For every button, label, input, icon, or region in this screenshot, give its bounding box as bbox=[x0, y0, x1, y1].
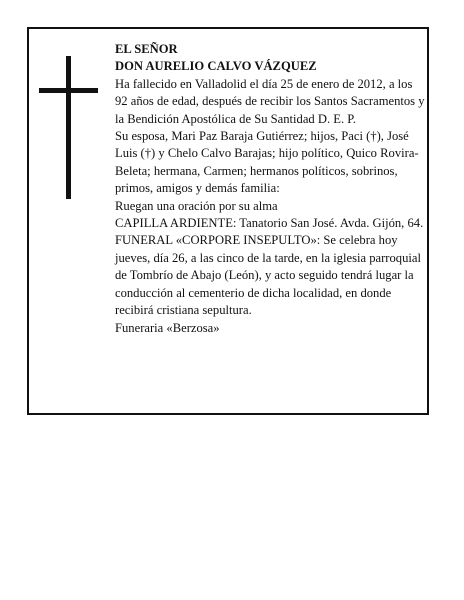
deceased-name: DON AURELIO CALVO VÁZQUEZ bbox=[115, 59, 317, 74]
cross-icon bbox=[39, 56, 98, 199]
death-announcement: Ha fallecido en Valladolid el día 25 de enero de 2012, a los 92 años de edad, después de recibir los Santos Sacramentos y la Bendición Apostólica de Su Santidad D. E. P. bbox=[115, 76, 425, 126]
cross-vertical-bar bbox=[66, 56, 71, 199]
family-list: Su esposa, Mari Paz Baraja Gutiérrez; hijos, Paci (†), José Luis (†) y Chelo Calvo Barajas; hijo político, Quico Rovira-Beleta; hermana, Carmen; hermanos políticos, sobrinos, primos, amigos y demás familia: bbox=[115, 129, 419, 196]
notice-text bbox=[115, 41, 425, 337]
notice-title-line1: EL SEÑOR bbox=[115, 42, 178, 56]
obituary-notice bbox=[27, 27, 429, 415]
funeral-info: FUNERAL «CORPORE INSEPULTO»: Se celebra hoy jueves, día 26, a las cinco de la tarde, en la iglesia parroquial de Tombrío de Abajo (León), y acto seguido tendrá lugar la conducción al cementerio de dicha localidad, en donde recibirá cristiana sepultura. bbox=[115, 233, 421, 318]
funeral-home: Funeraria «Berzosa» bbox=[115, 320, 220, 335]
prayer-request: Ruegan una oración por su alma bbox=[115, 198, 278, 213]
chapel-info: CAPILLA ARDIENTE: Tanatorio San José. Avda. Gijón, 64. bbox=[115, 216, 424, 231]
cross-horizontal-bar bbox=[39, 88, 98, 93]
